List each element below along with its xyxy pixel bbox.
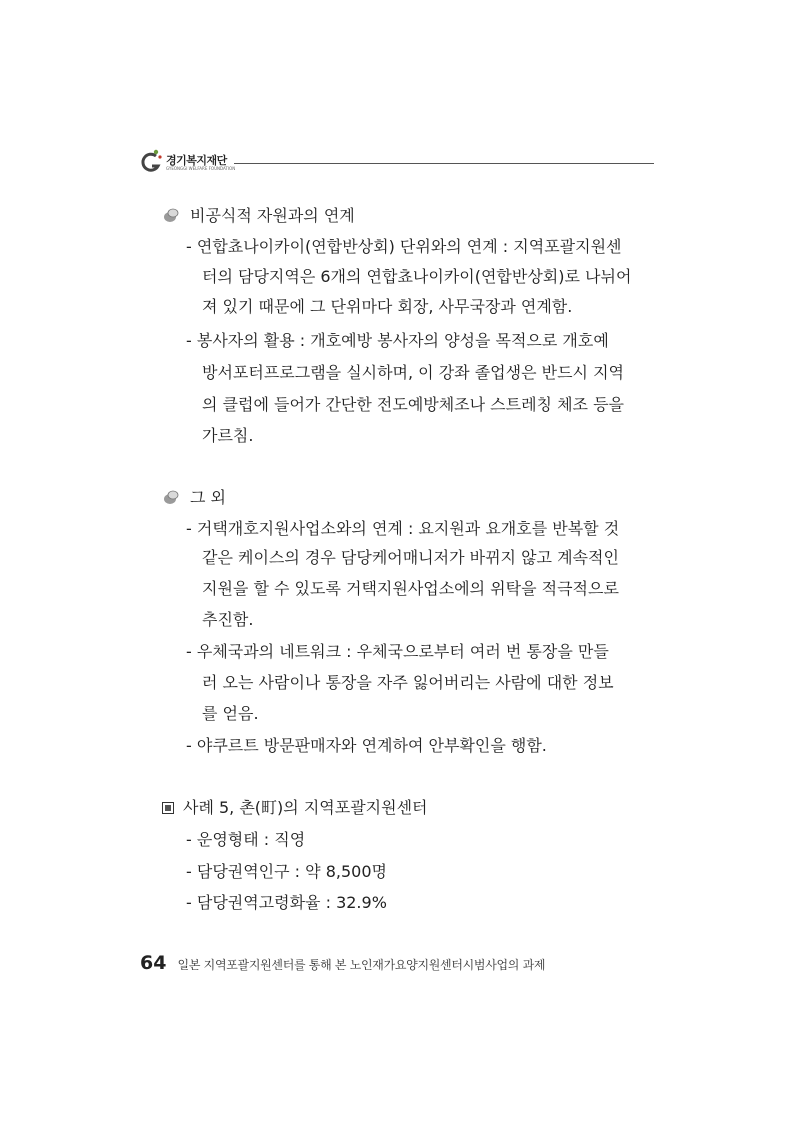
page-footer [140, 952, 545, 974]
text-line: 를 얻음. [202, 704, 259, 723]
page-number: 64 [140, 952, 167, 974]
text-line: 러 오는 사람이나 통장을 자주 잃어버리는 사람에 대한 정보 [202, 673, 614, 692]
text-line: 지원을 할 수 있도록 거택지원사업소에의 위탁을 적극적으로 [202, 579, 619, 598]
text-line: 추진함. [202, 610, 254, 629]
text-line: - 연합쵸나이카이(연합반상회) 단위와의 연계 : 지역포괄지원센 [186, 237, 622, 256]
text-line: 의 클럽에 들어가 간단한 전도예방체조나 스트레칭 체조 등을 [202, 395, 625, 414]
text-line: - 담당권역고령화율 : 32.9% [186, 893, 387, 912]
text-line: - 담당권역인구 : 약 8,500명 [186, 862, 387, 881]
section-heading: 사례 5, 촌(町)의 지역포괄지원센터 [162, 797, 427, 819]
text-line: 방서포터프로그램을 실시하며, 이 강좌 졸업생은 반드시 지역 [202, 363, 625, 382]
section-heading: 그 외 [162, 487, 226, 509]
book-title: 일본 지역포괄지원센터를 통해 본 노인재가요양지원센터시범사업의 과제 [177, 958, 546, 972]
text-line: - 운영형태 : 직영 [186, 830, 306, 849]
text-line: - 야쿠르트 방문판매자와 연계하여 안부확인을 행함. [186, 736, 547, 755]
leaf-bullet-icon [162, 489, 182, 505]
logo-subtitle: GYEONGGI WELFARE FOUNDATION [166, 166, 236, 171]
text-line: 가르침. [202, 426, 254, 445]
text-line: - 거택개호지원사업소와의 연계 : 요지원과 요개호를 반복할 것 [186, 519, 620, 538]
leaf-bullet-icon [162, 207, 182, 223]
section-heading: 비공식적 자원과의 연계 [162, 205, 355, 227]
text-line: 터의 담당지역은 6개의 연합쵸나이카이(연합반상회)로 나뉘어 [202, 267, 632, 286]
logo-text: 경기복지재단 [166, 154, 227, 167]
text-line: 같은 케이스의 경우 담당케어매니저가 바뀌지 않고 계속적인 [202, 548, 619, 567]
page-header [140, 148, 654, 178]
header-divider [234, 163, 654, 164]
text-line: - 봉사자의 활용 : 개호예방 봉사자의 양성을 목적으로 개호예 [186, 331, 609, 350]
foundation-logo-icon [140, 148, 162, 176]
text-line: 져 있기 때문에 그 단위마다 회장, 사무국장과 연계함. [202, 297, 573, 316]
square-bullet-icon [162, 802, 174, 814]
text-line: - 우체국과의 네트워크 : 우체국으로부터 여러 번 통장을 만들 [186, 642, 609, 661]
